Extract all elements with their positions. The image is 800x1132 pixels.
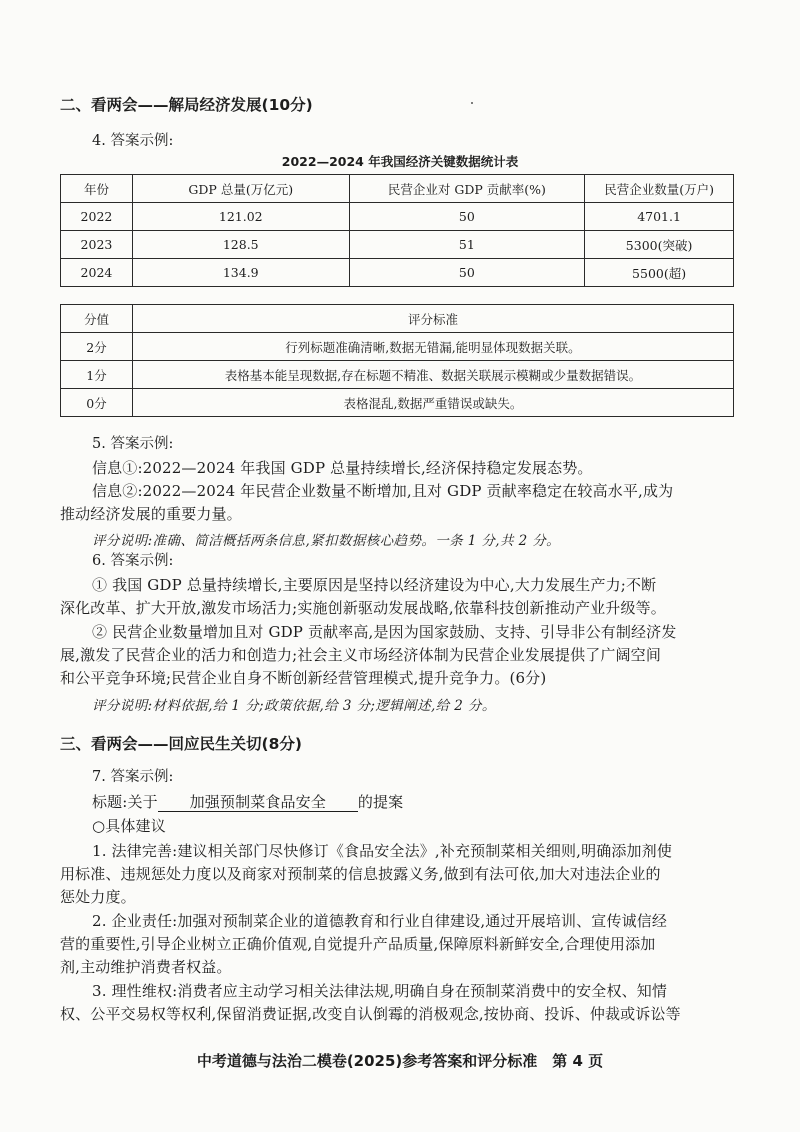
q6-point1-cont: 深化改革、扩大开放,激发市场活力;实施创新驱动发展战略,依靠科技创新推动产业升级等。 <box>60 599 666 617</box>
suggestion-rights-cont: 权、公平交易权等权利,保留消费证据,改变自认倒霉的消极观念,按协商、投诉、仲裁或诉讼等 <box>60 1005 681 1023</box>
table-header-row <box>61 175 734 203</box>
cell-criteria: 行列标题准确清晰,数据无错漏,能明显体现数据关联。 <box>132 333 733 361</box>
suggestions-label: ○具体建议 <box>92 817 166 835</box>
header-criteria: 评分标准 <box>132 305 733 333</box>
table-row <box>61 203 734 231</box>
q6-point2: ② 民营企业数量增加且对 GDP 贡献率高,是因为国家鼓励、支持、引导非公有制经济发 <box>92 623 677 641</box>
suggestion-enterprise: 2. 企业责任:加强对预制菜企业的道德教育和行业自律建设,通过开展培训、宣传诚信经 <box>92 912 668 930</box>
cell-criteria: 表格基本能呈现数据,存在标题不精准、数据关联展示模糊或少量数据错误。 <box>132 361 733 389</box>
scan-speck <box>471 102 473 104</box>
suggestion-enterprise-cont: 剂,主动维护消费者权益。 <box>60 958 232 976</box>
header-year: 年份 <box>61 175 133 203</box>
header-enterprises: 民营企业数量(万户) <box>585 175 734 203</box>
suggestion-enterprise-cont: 营的重要性,引导企业树立正确价值观,自觉提升产品质量,保障原料新鲜安全,合理使用添加 <box>60 935 656 953</box>
table-row <box>61 231 734 259</box>
q6-scoring-note: 评分说明:材料依据,给 1 分;政策依据,给 3 分;逻辑阐述,给 2 分。 <box>92 698 496 714</box>
rubric-table <box>60 304 734 417</box>
proposal-title-blank: 加强预制菜食品安全 <box>158 793 358 812</box>
cell-enterprises: 4701.1 <box>585 203 734 231</box>
suggestion-law: 1. 法律完善:建议相关部门尽快修订《食品安全法》,补充预制菜相关细则,明确添加剂使 <box>92 842 672 860</box>
cell-enterprises: 5300(突破) <box>585 231 734 259</box>
cell-year: 2024 <box>61 259 133 287</box>
table-row <box>61 259 734 287</box>
q7-label: 7. 答案示例: <box>92 769 174 785</box>
cell-contribution: 50 <box>349 259 585 287</box>
title-prefix: 标题:关于 <box>92 793 158 811</box>
cell-contribution: 51 <box>349 231 585 259</box>
cell-criteria: 表格混乱,数据严重错误或缺失。 <box>132 389 733 417</box>
page-footer: 中考道德与法治二模卷(2025)参考答案和评分标准 第 4 页 <box>196 1052 604 1070</box>
q5-label: 5. 答案示例: <box>92 436 174 452</box>
title-suffix: 的提案 <box>357 793 404 811</box>
section-heading-livelihood: 三、看两会——回应民生关切(8分) <box>60 735 302 753</box>
cell-score: 1分 <box>61 361 133 389</box>
proposal-title-line <box>92 793 403 812</box>
rubric-row <box>61 389 734 417</box>
table-title: 2022—2024 年我国经济关键数据统计表 <box>281 154 519 169</box>
suggestion-law-cont: 用标准、违规惩处力度以及商家对预制菜的信息披露义务,做到有法可依,加大对违法企业的 <box>60 865 661 883</box>
q6-point2-cont: 和公平竞争环境;民营企业自身不断创新经营管理模式,提升竞争力。(6分) <box>60 669 547 687</box>
q6-label: 6. 答案示例: <box>92 553 174 569</box>
header-gdp: GDP 总量(万亿元) <box>132 175 349 203</box>
q5-info2: 信息②:2022—2024 年民营企业数量不断增加,且对 GDP 贡献率稳定在较高水平,成为 <box>92 482 674 500</box>
suggestion-law-cont: 惩处力度。 <box>60 888 136 906</box>
cell-enterprises: 5500(超) <box>585 259 734 287</box>
cell-year: 2023 <box>61 231 133 259</box>
economic-data-table <box>60 174 734 287</box>
cell-gdp: 121.02 <box>132 203 349 231</box>
cell-score: 0分 <box>61 389 133 417</box>
suggestion-rights: 3. 理性维权:消费者应主动学习相关法律法规,明确自身在预制菜消费中的安全权、知情 <box>92 982 668 1000</box>
cell-gdp: 128.5 <box>132 231 349 259</box>
q5-scoring-note: 评分说明:准确、简洁概括两条信息,紧扣数据核心趋势。一条 1 分,共 2 分。 <box>92 533 561 549</box>
cell-score: 2分 <box>61 333 133 361</box>
cell-contribution: 50 <box>349 203 585 231</box>
q4-label: 4. 答案示例: <box>92 133 174 149</box>
q6-point1: ① 我国 GDP 总量持续增长,主要原因是坚持以经济建设为中心,大力发展生产力;不断 <box>92 576 657 594</box>
cell-gdp: 134.9 <box>132 259 349 287</box>
header-contribution: 民营企业对 GDP 贡献率(%) <box>349 175 585 203</box>
rubric-row <box>61 333 734 361</box>
q5-info2-cont: 推动经济发展的重要力量。 <box>60 505 242 523</box>
cell-year: 2022 <box>61 203 133 231</box>
header-score: 分值 <box>61 305 133 333</box>
rubric-row <box>61 361 734 389</box>
q6-point2-cont: 展,激发了民营企业的活力和创造力;社会主义市场经济体制为民营企业发展提供了广阔空间 <box>60 646 661 664</box>
section-heading-economy: 二、看两会——解局经济发展(10分) <box>60 96 313 114</box>
rubric-header-row <box>61 305 734 333</box>
q5-info1: 信息①:2022—2024 年我国 GDP 总量持续增长,经济保持稳定发展态势。 <box>92 459 593 477</box>
